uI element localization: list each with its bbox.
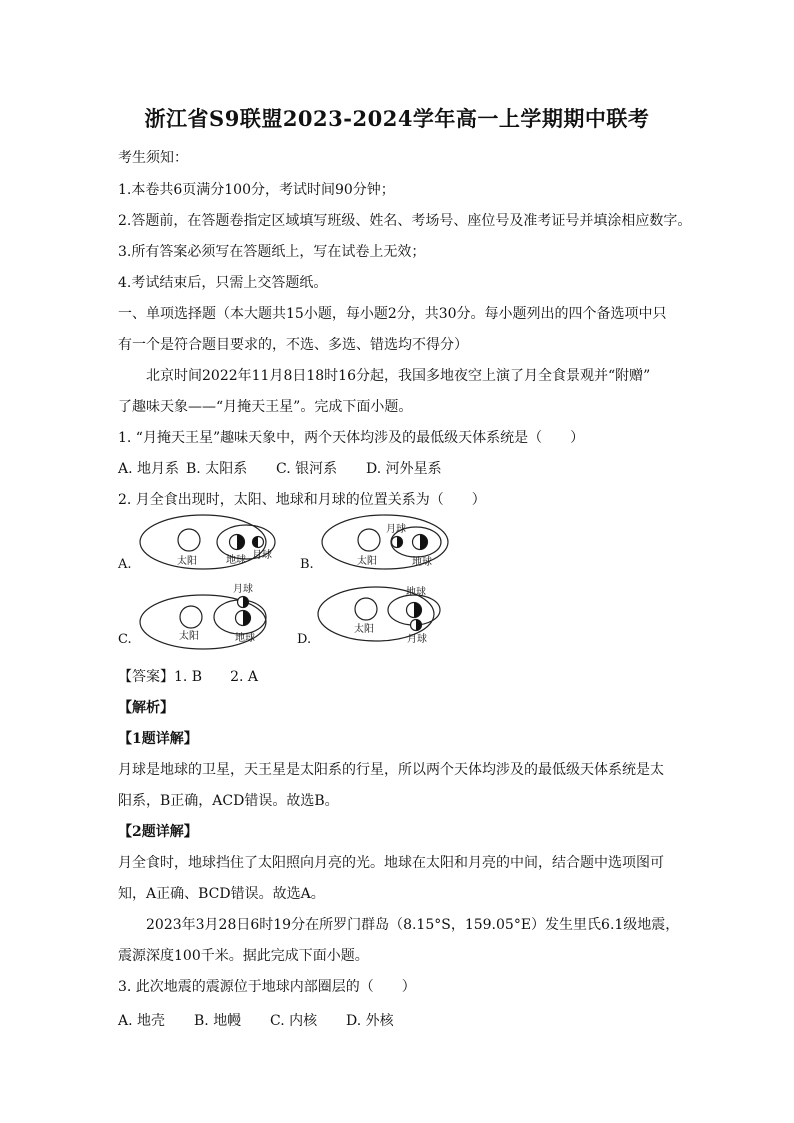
notice-item-1: 1.本卷共6页满分100分，考试时间90分钟； (118, 182, 395, 198)
q3-option-b[interactable]: B. 地幔 (194, 1013, 242, 1029)
sun-icon (180, 606, 202, 628)
question-3-options (118, 1010, 394, 1030)
q1-option-c[interactable]: C. 银河系 (276, 461, 338, 477)
sun-label: 太阳 (177, 556, 197, 567)
earth-label: 地球 (406, 587, 426, 598)
detail-1-line2: 阳系，B正确，ACD错误。故选B。 (118, 793, 339, 809)
earth-label: 地球 (235, 633, 255, 644)
detail-2-line1: 月全食时，地球挡住了太阳照向月亮的光。地球在太阳和月亮的中间，结合题中选项图可 (118, 855, 664, 871)
fig-b-label[interactable]: B. (300, 557, 314, 572)
sun-icon (358, 529, 380, 551)
fig-d-label[interactable]: D. (297, 632, 312, 647)
moon-label: 月球 (233, 584, 253, 595)
notice-item-4: 4.考试结束后，只需上交答题纸。 (118, 275, 328, 291)
question-2-stem: 2. 月全食出现时，太阳、地球和月球的位置关系为（ ） (118, 492, 486, 508)
detail-1-heading: 【1题详解】 (118, 731, 198, 747)
notice-item-2: 2.答题前，在答题卷指定区域填写班级、姓名、考场号、座位号及准考证号并填涂相应数字。 (118, 213, 692, 229)
earth-label: 地球 (412, 557, 432, 568)
section-heading-line2: 有一个是符合题目要求的，不选、多选、错选均不得分） (118, 337, 468, 353)
figure-b-diagram (312, 510, 472, 580)
moon-label: 月球 (386, 524, 406, 535)
q1-option-b[interactable]: B. 太阳系 (186, 461, 248, 477)
q3-option-a[interactable]: A. 地壳 (118, 1013, 166, 1029)
q1-option-a[interactable]: A. 地月系 (118, 461, 180, 477)
question-1-options (118, 458, 442, 478)
fig-a-label[interactable]: A. (118, 557, 132, 572)
figure-a-diagram (130, 510, 290, 580)
passage2-line2: 震源深度100千米。据此完成下面小题。 (118, 948, 369, 964)
question-3-stem: 3. 此次地震的震源位于地球内部圈层的（ ） (118, 979, 416, 995)
earth-orbit-ellipse (140, 515, 266, 569)
sun-label: 太阳 (179, 631, 199, 642)
sun-label: 太阳 (354, 624, 374, 635)
question-1-stem: 1. “月掩天王星”趣味天象中，两个天体均涉及的最低级天体系统是（ ） (118, 430, 585, 446)
sun-label: 太阳 (357, 556, 377, 567)
moon-label: 月球 (407, 634, 427, 645)
q1-option-d[interactable]: D. 河外星系 (366, 461, 442, 477)
section-heading-line1: 一、单项选择题（本大题共15小题，每小题2分，共30分。每小题列出的四个备选项中只 (118, 306, 667, 322)
figure-d-diagram (310, 582, 470, 657)
earth-label: 地球 (226, 555, 246, 566)
q3-option-c[interactable]: C. 内核 (270, 1013, 318, 1029)
answer-line: 【答案】1. B 2. A (118, 669, 259, 685)
fig-c-label[interactable]: C. (118, 632, 132, 647)
earth-shadow-half (414, 603, 422, 618)
passage1-line1: 北京时间2022年11月8日18时16分起，我国多地夜空上演了月全食景观并“附赠” (146, 368, 651, 384)
earth-shadow-half (237, 535, 245, 550)
moon-label: 月球 (252, 550, 272, 561)
detail-2-line2: 知，A正确、BCD错误。故选A。 (118, 886, 325, 902)
earth-shadow-half (420, 535, 428, 550)
passage2-line1: 2023年3月28日6时19分在所罗门群岛（8.15°S，159.05°E）发生里氏6.1级地震， (146, 917, 680, 933)
figure-c-diagram (130, 582, 290, 657)
q3-option-d[interactable]: D. 外核 (346, 1013, 394, 1029)
earth-shadow-half (243, 611, 251, 626)
passage1-line2: 了趣味天象——“月掩天王星”。完成下面小题。 (118, 399, 413, 415)
detail-2-heading: 【2题详解】 (118, 824, 198, 840)
page-title: 浙江省S9联盟2023-2024学年高一上学期期中联考 (144, 106, 650, 131)
sun-icon (355, 598, 377, 620)
analysis-heading: 【解析】 (118, 700, 174, 716)
notice-item-3: 3.所有答案必须写在答题纸上，写在试卷上无效； (118, 244, 426, 260)
notice-heading: 考生须知： (118, 150, 188, 166)
detail-1-line1: 月球是地球的卫星，天王星是太阳系的行星，所以两个天体均涉及的最低级天体系统是太 (118, 762, 664, 778)
sun-icon (178, 529, 200, 551)
